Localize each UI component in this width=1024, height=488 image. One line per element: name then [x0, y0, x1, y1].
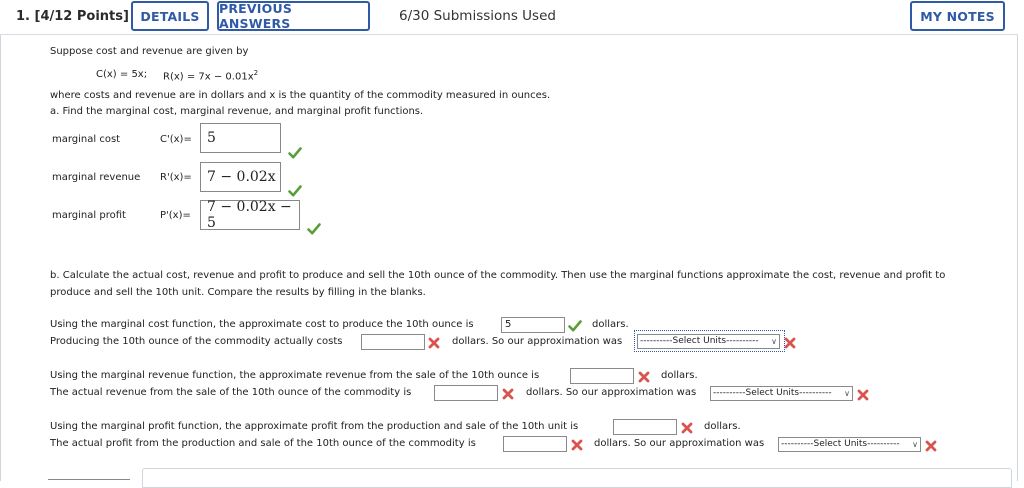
incorrect-x-icon — [502, 388, 514, 400]
incorrect-x-icon — [681, 422, 693, 434]
part-a-text: a. Find the marginal cost, marginal revenue, and marginal profit functions. — [50, 106, 424, 117]
bottom-panel — [142, 468, 1012, 488]
marginal-revenue-answer[interactable]: 7 − 0.02x — [200, 162, 281, 192]
correct-check-icon — [568, 319, 582, 333]
marginal-cost-answer[interactable]: 5 — [200, 123, 281, 153]
marginal-revenue-fn-label: R'(x)= — [160, 172, 192, 183]
correct-check-icon — [288, 146, 302, 160]
profit-approx-suffix: dollars. — [704, 421, 741, 432]
profit-actual-suffix: dollars. So our approximation was — [594, 438, 765, 449]
cost-actual-suffix: dollars. So our approximation was — [452, 336, 623, 347]
correct-check-icon — [307, 222, 321, 236]
revenue-actual-suffix: dollars. So our approximation was — [526, 387, 697, 398]
where-text: where costs and revenue are in dollars and x is the quantity of the commodity measured in ounces. — [50, 90, 551, 101]
incorrect-x-icon — [428, 337, 440, 349]
revenue-approx-text: Using the marginal revenue function, the approximate revenue from the sale of the 10th ounce is — [50, 370, 540, 381]
intro-text: Suppose cost and revenue are given by — [50, 46, 249, 57]
incorrect-x-icon — [638, 371, 650, 383]
profit-approx-input[interactable] — [613, 419, 677, 435]
my-notes-button[interactable]: MY NOTES — [910, 1, 1005, 31]
marginal-profit-label: marginal profit — [52, 210, 126, 221]
revenue-function: $R(x) = 7x - 0.01x^2$ — [163, 69, 259, 83]
profit-actual-input[interactable] — [503, 436, 567, 452]
incorrect-x-icon — [571, 439, 583, 451]
cost-actual-text: Producing the 10th ounce of the commodity actually costs — [50, 336, 343, 347]
revenue-actual-input[interactable] — [434, 385, 498, 401]
part-b-text-line2: produce and sell the 10th unit. Compare the results by filling in the blanks. — [50, 287, 426, 298]
cost-approx-units-select[interactable]: ----------Select Units---------- ∨ — [637, 334, 780, 349]
revenue-approx-input[interactable] — [570, 368, 634, 384]
revenue-approx-units-select[interactable]: ----------Select Units---------- ∨ — [710, 386, 853, 401]
incorrect-x-icon — [925, 440, 937, 452]
marginal-revenue-label: marginal revenue — [52, 172, 141, 183]
marginal-profit-answer[interactable]: 7 − 0.02x − 5 — [200, 200, 300, 230]
revenue-actual-text: The actual revenue from the sale of the 10th ounce of the commodity is — [50, 387, 412, 398]
chevron-down-icon: ∨ — [771, 337, 777, 346]
marginal-cost-fn-label: C'(x)= — [160, 134, 192, 145]
incorrect-x-icon — [857, 389, 869, 401]
incorrect-x-icon — [784, 337, 796, 349]
cost-actual-input[interactable] — [361, 334, 425, 350]
question-number: 1. [4/12 Points] — [16, 9, 129, 24]
cost-function: C(x) = 5x; — [96, 69, 148, 80]
submissions-used: 6/30 Submissions Used — [399, 8, 556, 24]
cost-approx-input[interactable]: 5 — [501, 317, 565, 333]
previous-answers-button[interactable]: PREVIOUS ANSWERS — [217, 1, 370, 31]
details-button[interactable]: DETAILS — [131, 1, 209, 31]
cost-approx-suffix: dollars. — [592, 319, 629, 330]
cost-approx-text: Using the marginal cost function, the approximate cost to produce the 10th ounce is — [50, 319, 474, 330]
bottom-divider — [48, 479, 130, 480]
profit-approx-units-select[interactable]: ----------Select Units---------- ∨ — [778, 437, 921, 452]
question-header — [0, 0, 1018, 35]
marginal-cost-label: marginal cost — [52, 134, 121, 145]
profit-approx-text: Using the marginal profit function, the approximate profit from the production and sale of the 10th unit is — [50, 421, 579, 432]
correct-check-icon — [288, 184, 302, 198]
chevron-down-icon: ∨ — [844, 389, 850, 398]
part-b-text-line1: b. Calculate the actual cost, revenue and profit to produce and sell the 10th ounce of the commodity. Then use the marginal functions approximate the cost, revenue and profit to — [50, 270, 946, 281]
revenue-approx-suffix: dollars. — [661, 370, 698, 381]
profit-actual-text: The actual profit from the production and sale of the 10th ounce of the commodity is — [50, 438, 476, 449]
chevron-down-icon: ∨ — [912, 440, 918, 449]
marginal-profit-fn-label: P'(x)= — [160, 210, 191, 221]
